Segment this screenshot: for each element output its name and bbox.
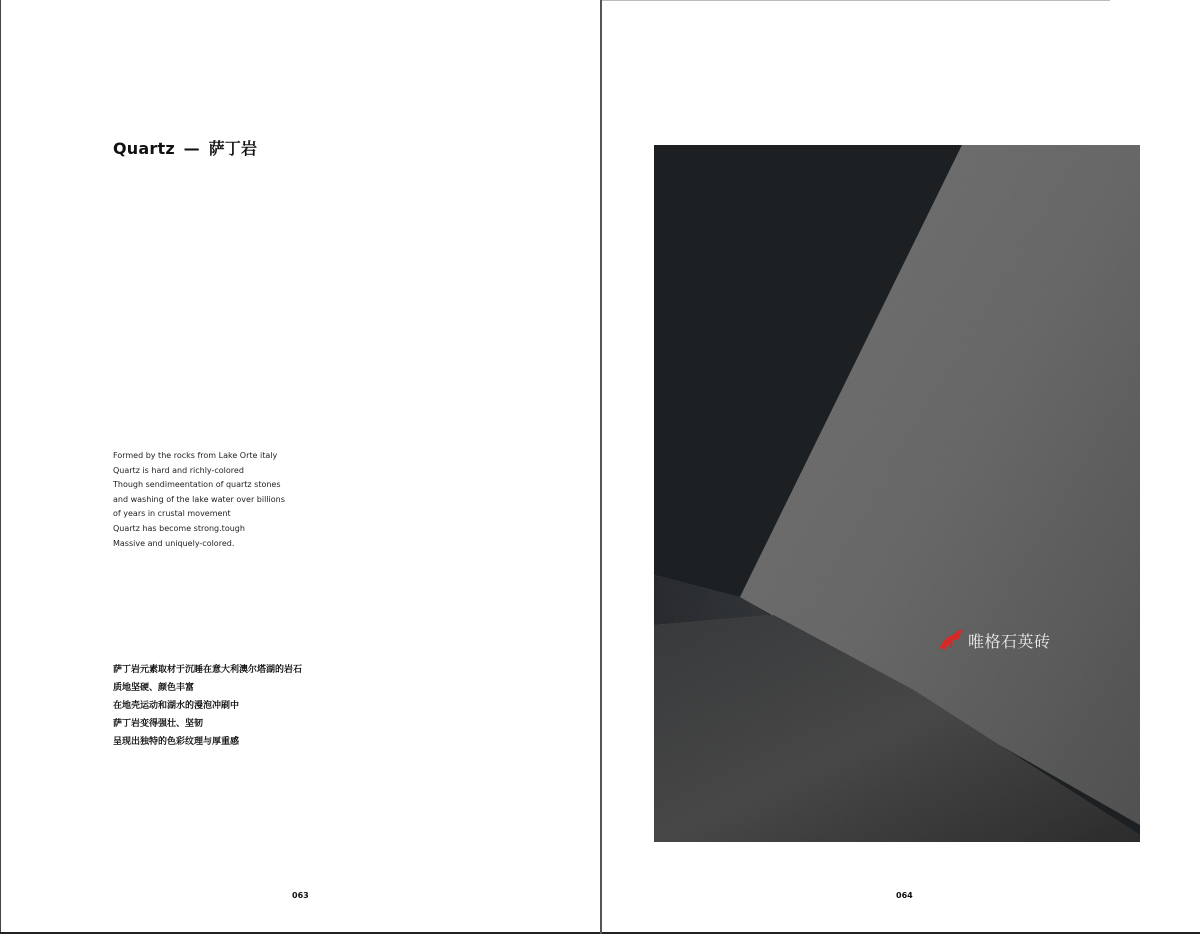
title-cn: 萨丁岩 <box>208 139 258 158</box>
logo-text: 唯格石英砖 <box>968 631 1051 651</box>
page-title <box>113 136 257 159</box>
title-en: Quartz <box>113 139 175 158</box>
page-edge-left <box>0 0 1 934</box>
top-rule <box>602 0 1110 1</box>
english-line: Quartz has become strong.tough <box>113 523 245 533</box>
stone-photo-graphic <box>654 145 1140 842</box>
chinese-line: 质地坚硬、颜色丰富 <box>113 683 195 693</box>
brand-logo <box>936 626 1051 654</box>
english-line: and washing of the lake water over billions <box>113 494 285 504</box>
chinese-line: 萨丁岩变得强壮、坚韧 <box>113 719 204 729</box>
stone-photo <box>654 145 1140 842</box>
title-dash: — <box>183 139 200 158</box>
page-number-left: 063 <box>292 891 309 900</box>
english-line: Though sendimeentation of quartz stones <box>113 480 281 490</box>
spread-gutter <box>600 0 602 934</box>
english-line: of years in crustal movement <box>113 509 231 519</box>
chinese-description <box>113 661 373 751</box>
english-line: Formed by the rocks from Lake Orte italy <box>113 451 278 460</box>
english-line: Quartz is hard and richly-colored <box>113 465 244 475</box>
red-horse-logo-icon <box>936 626 966 654</box>
english-description <box>113 449 353 551</box>
page-number-right: 064 <box>896 891 913 900</box>
chinese-line: 萨丁岩元素取材于沉睡在意大利澳尔塔湖的岩石 <box>113 665 303 675</box>
chinese-line: 在地壳运动和湖水的漫泡冲刷中 <box>113 701 240 711</box>
english-line: Massive and uniquely-colored. <box>113 538 235 548</box>
chinese-line: 呈现出独特的色彩纹理与厚重感 <box>113 737 240 747</box>
